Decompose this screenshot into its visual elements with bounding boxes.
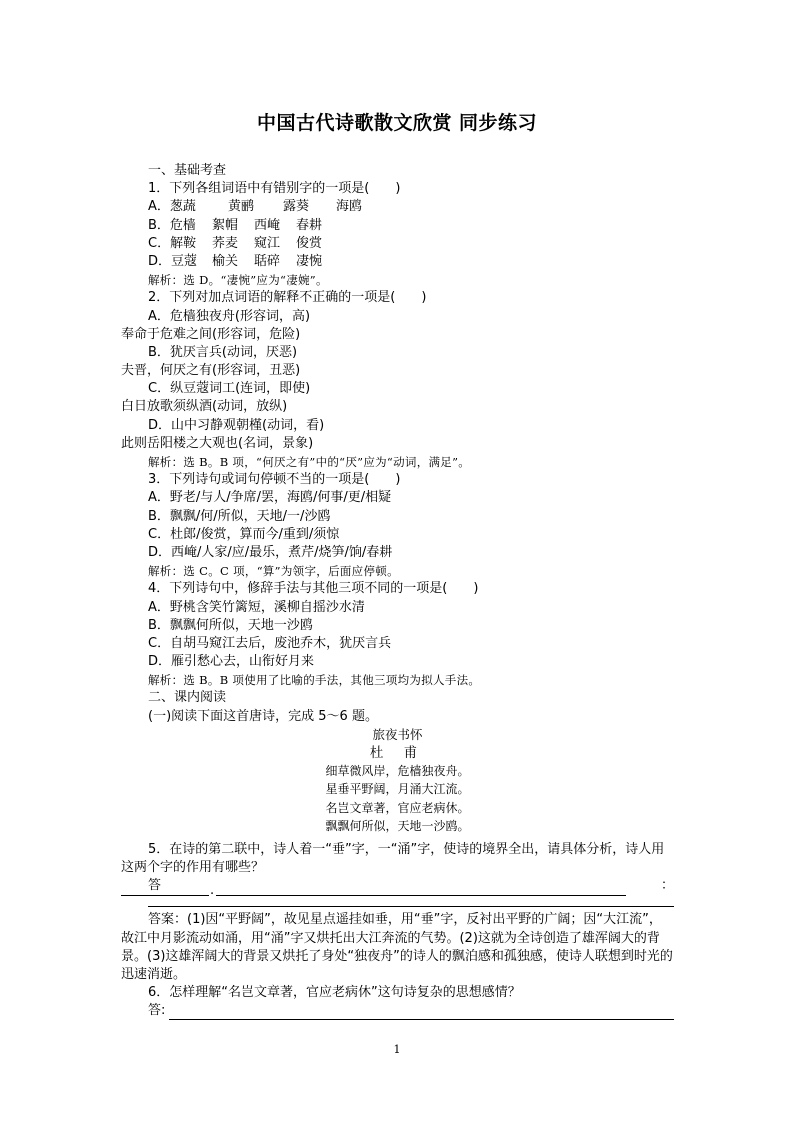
poem-line: 细草微风岸，危樯独夜舟。 [325, 764, 470, 779]
question-4-stem: 4．下列诗句中，修辞手法与其他三项不同的一项是( ) [148, 581, 479, 597]
question-3-line: D．西崦/人家/应/最乐，煮芹/烧笋/饷/春耕 [148, 544, 393, 560]
page-number: 1 [393, 1043, 401, 1056]
answer-blank[interactable] [121, 895, 209, 896]
document-body [121, 162, 674, 1022]
question-2-line: C．纵豆蔻词工(连词，即使) [148, 381, 311, 397]
poem-line: 星垂平野阔，月涌大江流。 [325, 782, 470, 797]
question-1-option-b [121, 217, 674, 235]
option-word: 露葵 [283, 199, 310, 215]
option-word: B．危樯 [148, 217, 196, 233]
option-word: 俊赏 [296, 235, 323, 251]
option-word: 春耕 [296, 217, 323, 233]
question-5-answer-area [121, 877, 674, 897]
option-word: A．葱蔬 [148, 199, 196, 215]
poem-line: 名岂文章著，官应老病休。 [325, 800, 470, 815]
option-word: 西崦 [254, 217, 281, 233]
section-heading-basics: 一、基础考查 [148, 163, 227, 178]
question-4-line: C．自胡马窥江去后，废池乔木，犹厌言兵 [148, 635, 392, 651]
question-2-line: B．犹厌言兵(动词，厌恶) [148, 344, 298, 360]
page-title: 中国古代诗歌散文欣赏 同步练习 [256, 112, 538, 134]
question-4-line: B．飘飘何所似，天地一沙鸥 [148, 617, 313, 633]
question-1-option-d [121, 253, 674, 271]
option-word: 凄惋 [296, 253, 323, 269]
question-1-stem: 1．下列各组词语中有错别字的一项是( ) [148, 181, 401, 197]
question-5-stem: 5．在诗的第二联中，诗人着一“垂”字，一“涌”字，使诗的境界全出，请具体分析，诗人用这两个字的作用有哪些？ [121, 841, 665, 876]
answer-colon: ： [660, 878, 674, 894]
option-word: 海鸥 [336, 199, 363, 215]
option-word: 黄鹂 [228, 199, 255, 215]
poem-author: 杜 甫 [369, 745, 426, 761]
option-word: 絮帽 [212, 217, 239, 233]
option-word: D．豆蔻 [148, 253, 198, 269]
question-1-analysis: 解析：选 D。“凄惋”应为“凄婉”。 [148, 273, 328, 288]
question-2-analysis: 解析：选 B。B 项，“何厌之有”中的“厌”应为“动词，满足”。 [148, 455, 471, 469]
answer-blank[interactable] [169, 1019, 674, 1020]
option-word: 榆关 [212, 253, 239, 269]
answer-blank[interactable] [216, 895, 626, 896]
poem-title: 旅夜书怀 [372, 726, 423, 742]
section-heading-reading: 二、课内阅读 [148, 690, 227, 706]
answer-dot: . [210, 883, 215, 899]
question-2-line: D．山中习静观朝槿(动词，看) [148, 417, 325, 433]
question-6-answer-area [121, 1002, 674, 1022]
answer-label: 答: [148, 1003, 166, 1019]
question-4-line: A．野桃含笑竹篱短，溪柳自摇沙水清 [148, 599, 365, 615]
question-1-option-c [121, 235, 674, 253]
reading-intro: (一)阅读下面这首唐诗，完成 5～6 题。 [148, 708, 378, 724]
question-4-line: D．雁引愁心去，山衔好月来 [148, 654, 315, 670]
question-3-stem: 3．下列诗句或词句停顿不当的一项是( ) [148, 472, 401, 488]
question-2-line: 白日放歌须纵酒(动词，放纵) [121, 399, 288, 415]
option-word: 荞麦 [212, 235, 239, 251]
question-2-line: 夫晋，何厌之有(形容词，丑恶) [121, 363, 301, 379]
option-word: 聒碎 [254, 253, 281, 269]
option-word: C．解鞍 [148, 235, 197, 251]
question-5-answer: 答案：(1)因“平野阔”，故见星点遥挂如垂，用“垂”字，反衬出平野的广阔；因“大江流”，故江中月影流动如涌，用“涌”字又烘托出大江奔流的气势。(2)这就为全诗创造了雄浑阔大的背景。(3)这雄浑阔大的背景又烘托了身处“独夜舟”的诗人的飘泊感和孤独感，使诗人联想到时光的迅速消逝。 [121, 912, 673, 982]
question-1-option-a [121, 198, 674, 216]
answer-label: 答 [148, 878, 162, 894]
question-3-line: C．杜郎/俊赏，算而今/重到/须惊 [148, 526, 340, 542]
question-3-line: B．飘飘/何/所似，天地/一/沙鸥 [148, 508, 331, 524]
question-2-line: A．危樯独夜舟(形容词，高) [148, 308, 311, 324]
question-3-line: A．野老/与人/争席/罢，海鸥/何事/更/相疑 [148, 490, 392, 506]
question-3-analysis: 解析：选 C。C 项，“算”为领字，后面应停顿。 [148, 564, 399, 579]
question-4-analysis: 解析：选 B。B 项使用了比喻的手法，其他三项均为拟人手法。 [148, 673, 481, 688]
poem-line: 飘飘何所似，天地一沙鸥。 [325, 818, 470, 833]
question-2-line: 奉命于危难之间(形容词，危险) [121, 326, 301, 342]
question-2-stem: 2．下列对加点词语的解释不正确的一项是( ) [148, 290, 427, 306]
question-2-line: 此则岳阳楼之大观也(名词，景象) [121, 435, 314, 451]
option-word: 窥江 [254, 235, 281, 251]
answer-blank[interactable] [148, 906, 674, 907]
question-6-stem: 6．怎样理解“名岂文章著，官应老病休”这句诗复杂的思想感情？ [148, 985, 521, 1001]
